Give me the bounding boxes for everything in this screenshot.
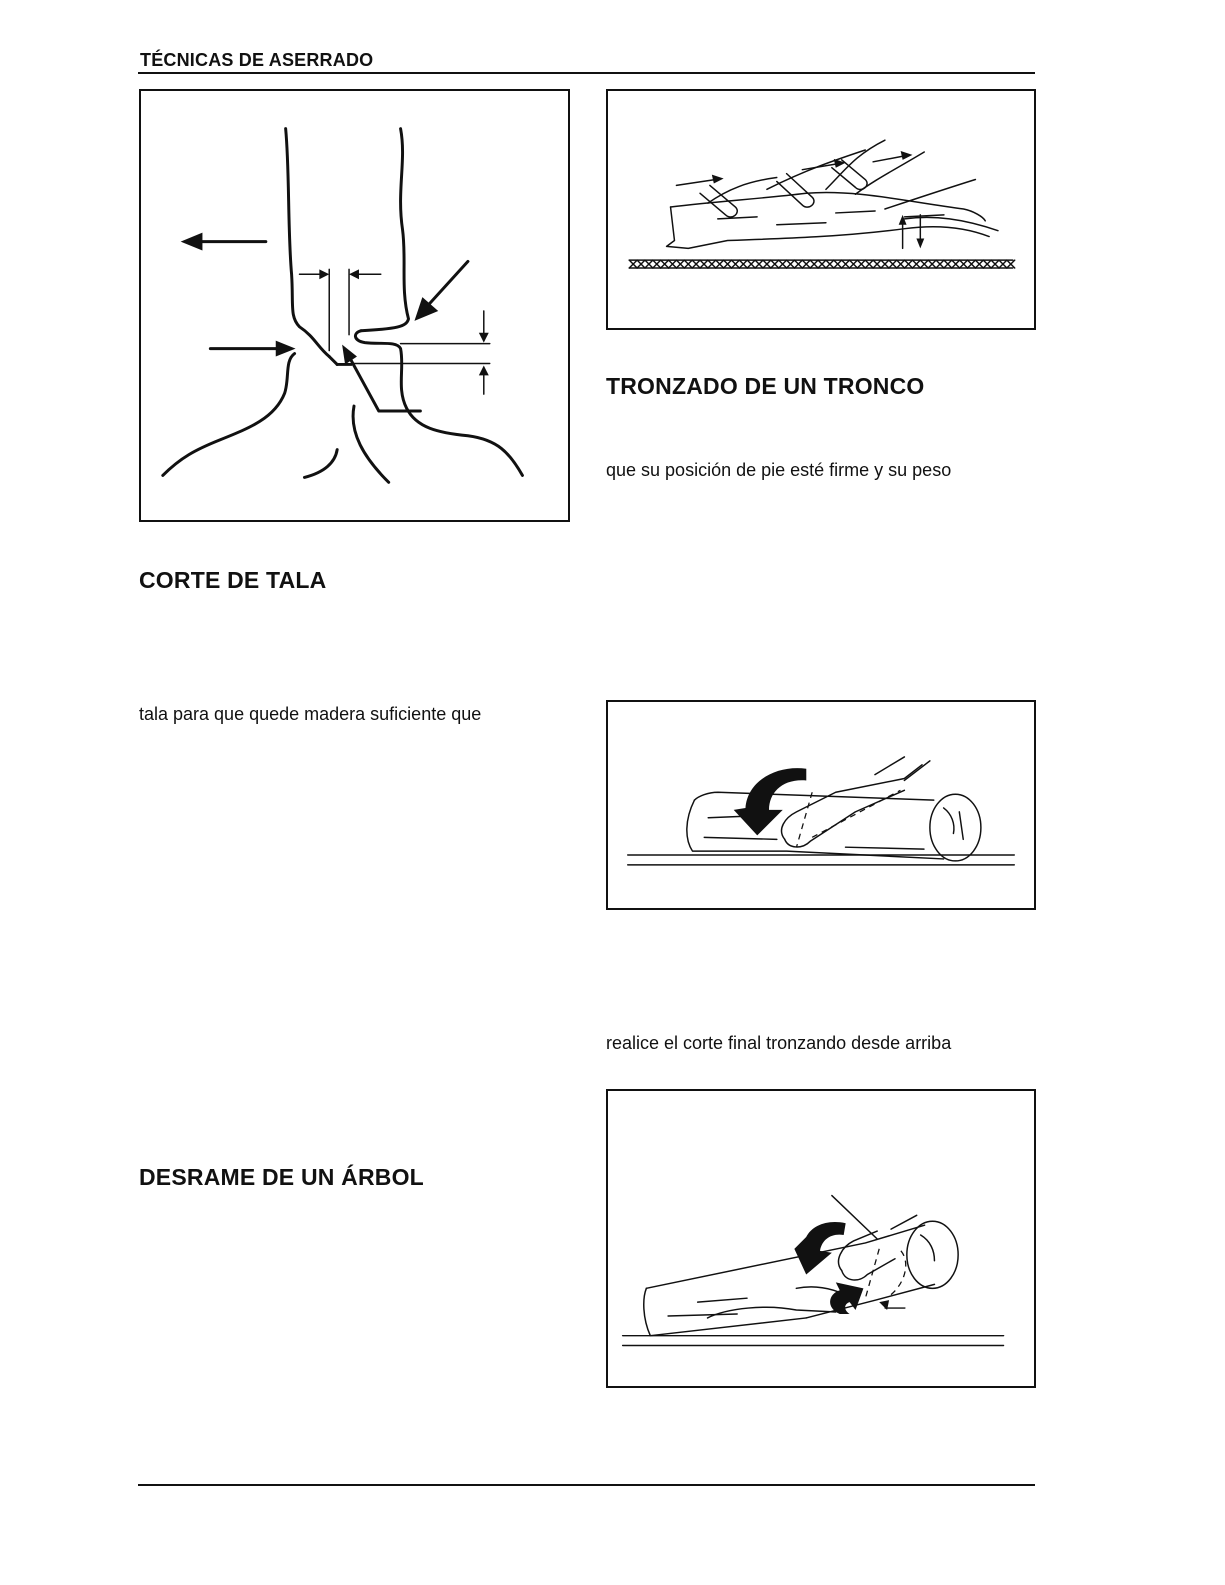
- tree-felling-illustration: [141, 91, 568, 520]
- text-felling-wood: tala para que quede madera suficiente que: [139, 704, 482, 724]
- footer-rule: [138, 1484, 1035, 1486]
- log-bucking-illustration: [608, 702, 1034, 908]
- felling-diagram: [139, 89, 570, 522]
- bucking-diagram: [606, 700, 1036, 910]
- page-header-title: TÉCNICAS DE ASERRADO: [140, 50, 374, 70]
- limbing-diagram: [606, 89, 1036, 330]
- ground-hatch: [629, 260, 1014, 268]
- supported-log-cut-illustration: [608, 1091, 1034, 1386]
- header-rule: [138, 72, 1035, 74]
- text-bucking-stance: que su posición de pie esté firme y su peso: [606, 460, 952, 480]
- heading-limbing: DESRAME DE UN ÁRBOL: [139, 1164, 424, 1190]
- supported-log-diagram: [606, 1089, 1036, 1388]
- text-final-cut: realice el corte final tronzando desde arriba: [606, 1033, 952, 1053]
- fallen-tree-limbing-illustration: [608, 91, 1034, 328]
- heading-bucking: TRONZADO DE UN TRONCO: [606, 373, 925, 399]
- heading-felling-cut: CORTE DE TALA: [139, 567, 327, 593]
